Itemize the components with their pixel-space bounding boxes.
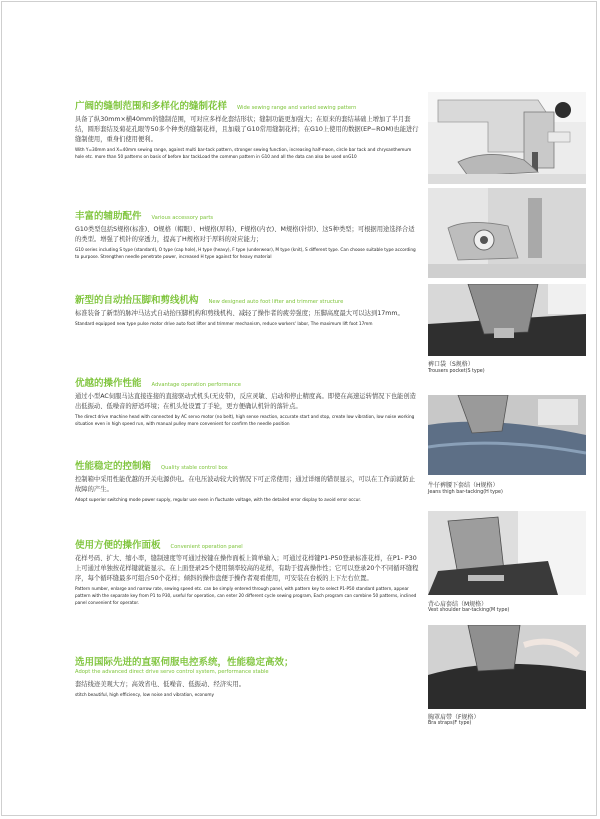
vest-caption-en: Vest shoulder bar-tacking(M type) [428, 608, 510, 613]
jeans-bar-tacking-photo [428, 395, 586, 475]
section-body-en: Standard equipped new type pulse motor drive auto foot lifter and trimmer mechanism, reduce workers' labor, The maximum lift foot 17mm [75, 322, 373, 327]
trousers-pocket-caption-cn: 裤口袋（S规格） [428, 361, 474, 368]
section-body-cn: 通过小型AC伺服马达直接连接的直接驱动式机头(无皮带)，反应灵敏、启动和停止精度高。即使在高速运转情况下也能创造出低振动、低噪音的舒适环境；在机头处设置了手轮，更方便确认机针的落针点。 [75, 393, 416, 410]
section-body-cn: 花样号码、扩大、缩小率，缝制速度等可通过按键在操作面板上简单输入；可通过花样键P1-P50登录标准花样，在P1- P30上可通过单独按花样键就能显示。在上面登录25个使用频率较高的花样，有助于提高操作性；它可以登录20个不同循环缝程序，每个循环缝最多可组合50个花样；倾斜的操作盘便于操作者观看使用，可安装在台板的上下左右位置。 [75, 555, 419, 582]
trousers-pocket-photo [428, 284, 586, 356]
section-auto-foot-lifter [75, 292, 420, 328]
section-body-en: G10 series including S type (standard), O type (cap hole), H type (heavy), F type (underwear), M type (knit), S different type. Can choose suitable type according to purpose. Strengthen needle penetrate power, increased H type against for heavy material [75, 248, 416, 261]
section-body-en: Adopt superior switching mode power supply, regular use even in fluctuate voltage, with the detailed error display to avoid error occur. [75, 498, 361, 503]
jeans-caption-cn: 牛仔裤腰下套结（H规格） [428, 482, 499, 489]
section-title-cn: 使用方便的操作面板 [75, 540, 161, 551]
section-body-cn: 标准装备了新型的脉冲马达式自动抬压脚机构和剪线机构、减轻了操作者的疲劳强度；压脚高度最大可以达到17mm。 [75, 310, 404, 317]
section-title-cn: 丰富的辅助配件 [75, 211, 142, 222]
jeans-caption-en: Jeans thigh bar-tacking(H type) [428, 490, 503, 495]
section-body-en: The direct drive machine head with connected by AC servo motor (no belt), high sense reaction, accurate start and stop, create low vibration, low noise working situation even in high speed run, with manual pulley more convenient for confirm the needle position [75, 415, 415, 428]
section-title-en: Adopt the advanced direct drive servo control system, performance stable [75, 669, 269, 675]
bra-straps-caption-en: Bra straps(F type) [428, 721, 472, 726]
section-body-en: stitch beautiful, high efficiency, low noise and vibration, economy [75, 693, 214, 698]
section-body-cn: 控制箱中采用性能优越的开关电源供电。在电压波动较大的情况下可正常使用；通过详细的错误显示，可以在工作前就防止故障的产生。 [75, 476, 416, 493]
presser-foot-closeup-photo [428, 188, 586, 278]
section-title-cn: 性能稳定的控制箱 [75, 461, 152, 472]
section-title-cn: 广阔的缝制范围和多样化的缝制花样 [75, 101, 228, 112]
section-title-cn: 新型的自动抬压脚和剪线机构 [75, 295, 199, 306]
bra-straps-photo [428, 625, 586, 709]
section-title-en: Wide sewing range and varied sewing pattern [237, 105, 357, 111]
section-title-cn: 优越的操作性能 [75, 378, 142, 389]
section-body-en: With Y=30mm and X=40mm sewing range, against multi bar-tack pattern, stronger sewing function, increasing half-moon, circle bar tack and chrysanthemum hole etc. more than 50 patterns on basis of before bar tackLoad the common pattern in G10 and all the data can also be used onG10 [75, 148, 412, 161]
section-control-box [75, 458, 420, 504]
section-title-en: Various accessory parts [151, 215, 214, 221]
section-body-cn: 套结线迹美观大方；高效省电、低噪音、低振动、经济实用。 [75, 681, 246, 688]
section-body-cn: G10类型包括S规格(标准)、O规格（帽眼）、H规格(厚料)、F规格(内衣)、M规格(针织)、这5种类型；可根据用途选择合适的类型。增强了机针的穿透力，提高了H规格对于厚料的对应能力； [75, 226, 415, 243]
section-body-en: Pattern number, enlarge and narrow rate, sewing speed etc. can be simply entered through panel, with pattern key to select P1-P50 standard pattern, appear pattern with the separate key from P1 to P30, useful for operation, can enter 20 different cycle sewing program, Each program can combine 50 patterns, inclined panel convenient for operator. [75, 587, 417, 607]
vest-caption-cn: 背心肩套结（M规格） [428, 601, 488, 608]
section-body-cn: 具备了纵30mm×横40mm的缝制范围，可对应多样化套结形状；缝制功能更加强大；在原来的套结基础上增加了半月套结，圆形套结及菊花孔眼等50多个种类的缝制花样，且加载了G10常用缝制花样；在G10上使用的数据(EP−ROM)也能进行缝制使用，重身们使用便利。 [75, 116, 419, 143]
section-title-cn: 选用国际先进的直驱伺服电控系统，性能稳定高效； [75, 657, 294, 668]
section-title-en: Advantage operation performance [151, 382, 241, 388]
bra-straps-caption-cn: 胸罩肩带（F规格） [428, 714, 480, 721]
section-title-en: Convenient operation panel [170, 544, 243, 550]
section-title-en: Quality stable control box [161, 465, 228, 471]
section-wide-sewing-range [75, 98, 420, 161]
section-operation-panel [75, 537, 420, 608]
section-accessory-parts [75, 208, 420, 261]
sewing-machine-head-photo [428, 92, 586, 184]
section-servo-control [75, 654, 420, 699]
vest-shoulder-photo [428, 511, 586, 595]
trousers-pocket-caption-en: Trousers pocket(S type) [428, 369, 485, 374]
section-title-en: New designed auto foot lifter and trimmer structure [208, 299, 344, 305]
section-operation-performance [75, 375, 420, 428]
